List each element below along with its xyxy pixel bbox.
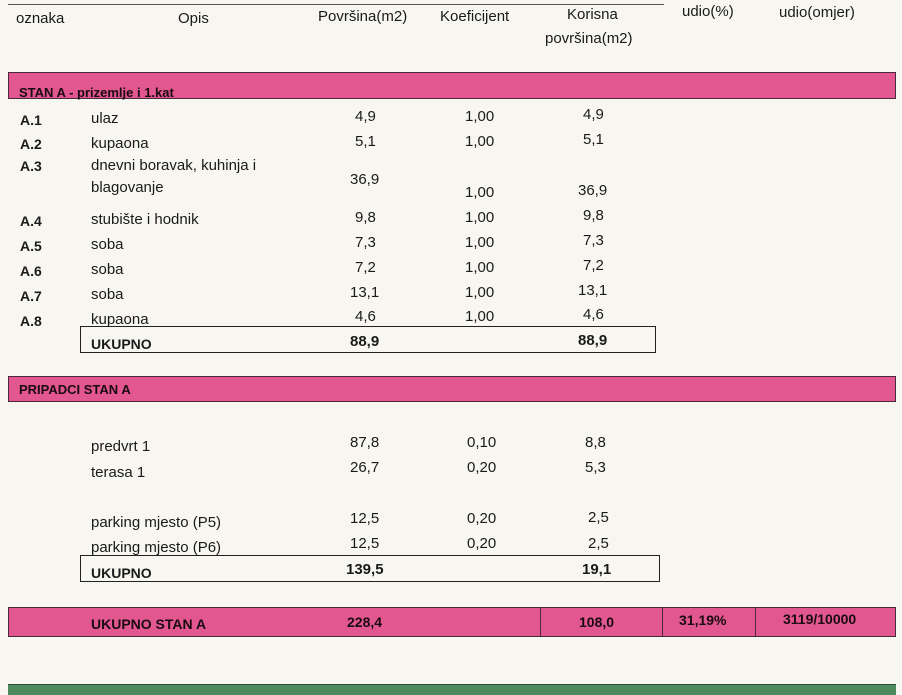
grand-total-area: 228,4	[347, 614, 383, 630]
header-povrsina: Površina(m2)	[318, 8, 408, 25]
grand-total-divider	[540, 608, 541, 636]
row-desc-line-1: dnevni boravak, kuhinja i	[91, 157, 257, 174]
row-coef: 0,20	[467, 510, 497, 527]
row-desc-line-2: blagovanje	[91, 179, 164, 196]
row-code: A.2	[20, 136, 42, 152]
row-coef: 1,00	[465, 133, 495, 150]
section-title: STAN A - prizemlje i 1.kat	[19, 85, 174, 100]
row-code: A.6	[20, 263, 42, 279]
row-code: A.8	[20, 313, 42, 329]
row-area: 12,5	[350, 535, 380, 552]
row-desc: soba	[91, 261, 124, 278]
row-code: A.7	[20, 288, 42, 304]
row-coef: 0,20	[467, 535, 497, 552]
row-useful: 2,5	[588, 535, 609, 552]
row-area: 4,6	[355, 308, 376, 325]
row-area: 13,1	[350, 284, 380, 301]
row-useful: 8,8	[585, 434, 606, 451]
row-desc: ulaz	[91, 110, 119, 127]
grand-total-share-ratio: 3119/10000	[783, 611, 857, 627]
row-desc: parking mjesto (P5)	[91, 514, 222, 531]
section-title: PRIPADCI STAN A	[19, 382, 131, 397]
row-area: 7,2	[355, 259, 376, 276]
section-band-stan-a	[8, 72, 896, 99]
row-useful: 7,2	[583, 257, 604, 274]
grand-total-band	[8, 607, 896, 637]
row-coef: 1,00	[465, 308, 495, 325]
row-useful: 5,3	[585, 459, 606, 476]
grand-total-divider	[755, 608, 756, 636]
row-area: 12,5	[350, 510, 380, 527]
row-coef: 1,00	[465, 284, 495, 301]
row-area: 87,8	[350, 434, 380, 451]
header-udio-omjer: udio(omjer)	[779, 4, 855, 21]
row-desc: terasa 1	[91, 464, 146, 481]
row-useful: 13,1	[578, 282, 608, 299]
row-coef: 1,00	[465, 234, 495, 251]
row-useful: 5,1	[583, 131, 604, 148]
grand-total-share-pct: 31,19%	[679, 612, 727, 628]
section-b-total-useful: 19,1	[582, 561, 612, 578]
row-coef: 1,00	[465, 108, 495, 125]
row-desc: predvrt 1	[91, 438, 151, 455]
row-useful: 4,6	[583, 306, 604, 323]
grand-total-divider	[662, 608, 663, 636]
header-korisna-1: Korisna	[567, 6, 618, 23]
row-desc: soba	[91, 236, 124, 253]
header-korisna-2: površina(m2)	[545, 30, 633, 47]
row-area: 9,8	[355, 209, 376, 226]
section-b-total-area: 139,5	[346, 561, 384, 578]
row-useful: 2,5	[588, 509, 609, 526]
header-koeficijent: Koeficijent	[440, 8, 510, 25]
row-desc: kupaona	[91, 311, 149, 328]
row-coef: 1,00	[465, 184, 495, 201]
row-area: 7,3	[355, 234, 376, 251]
row-coef: 1,00	[465, 259, 495, 276]
row-coef: 0,20	[467, 459, 497, 476]
row-code: A.3	[20, 158, 42, 174]
row-useful: 9,8	[583, 207, 604, 224]
grand-total-useful: 108,0	[579, 614, 615, 630]
row-useful: 7,3	[583, 232, 604, 249]
row-code: A.4	[20, 213, 42, 229]
row-code: A.1	[20, 112, 42, 128]
row-area: 4,9	[355, 108, 376, 125]
section-a-total-useful: 88,9	[578, 332, 608, 349]
row-desc: kupaona	[91, 135, 149, 152]
row-coef: 1,00	[465, 209, 495, 226]
row-useful: 36,9	[578, 182, 608, 199]
header-oznaka: oznaka	[16, 10, 65, 27]
row-area: 26,7	[350, 459, 380, 476]
row-coef: 0,10	[467, 434, 497, 451]
row-desc: parking mjesto (P6)	[91, 539, 222, 556]
header-opis: Opis	[178, 10, 209, 27]
row-area: 5,1	[355, 133, 376, 150]
section-a-total-label: UKUPNO	[91, 336, 152, 352]
header-rule	[8, 4, 664, 5]
row-code: A.5	[20, 238, 42, 254]
row-area: 36,9	[350, 171, 380, 188]
header-udio-pct: udio(%)	[682, 3, 734, 20]
section-band-pripadci	[8, 376, 896, 402]
row-desc: stubište i hodnik	[91, 211, 199, 228]
grand-total-label: UKUPNO STAN A	[91, 616, 207, 632]
row-desc: soba	[91, 286, 124, 303]
row-useful: 4,9	[583, 106, 604, 123]
section-a-total-area: 88,9	[350, 333, 380, 350]
section-b-total-label: UKUPNO	[91, 565, 152, 581]
